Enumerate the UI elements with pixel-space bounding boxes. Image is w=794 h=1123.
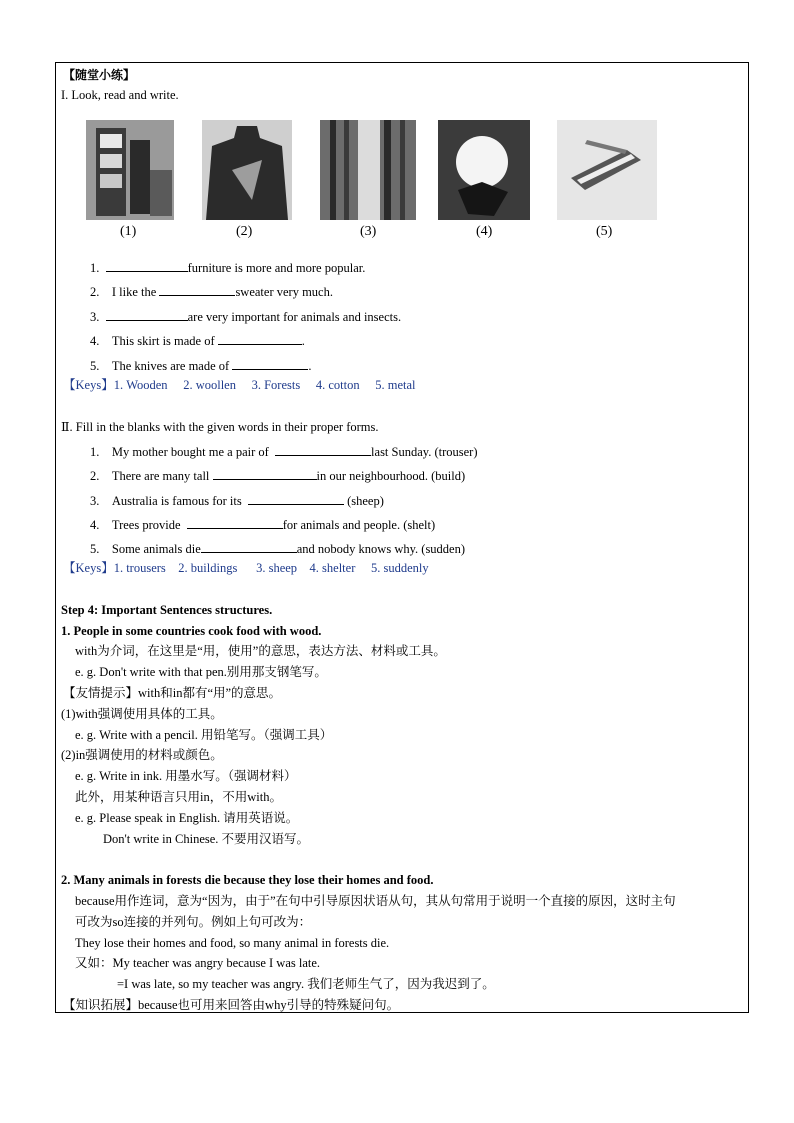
- text-line: e. g. Don't write with that pen.别用那支钢笔写。: [75, 665, 327, 679]
- image-bookshelf: [86, 120, 174, 220]
- caption-3: (3): [360, 224, 377, 239]
- text-line: 【友情提示】with和in都有“用”的意思。: [63, 686, 282, 700]
- answer-blank[interactable]: [248, 492, 344, 505]
- list-item: 4. This skirt is made of .: [90, 334, 305, 348]
- text-line: 可改为so连接的并列句。例如上句可改为：: [75, 915, 312, 929]
- text-line: e. g. Write with a pencil. 用铅笔写。（强调工具）: [75, 728, 333, 742]
- knife-illustration: [557, 120, 657, 220]
- text-line: 【知识拓展】because也可用来回答由why引导的特殊疑问句。: [63, 998, 400, 1012]
- list-item: 2. There are many tall in our neighbourhood. (build): [90, 469, 466, 483]
- caption-5: (5): [596, 224, 613, 239]
- text-line: e. g. Write in ink. 用墨水写。（强调材料）: [75, 769, 297, 783]
- list-item: 1. furniture is more and more popular.: [90, 261, 366, 275]
- list-item: 3. Australia is famous for its (sheep): [90, 494, 384, 508]
- text-line: e. g. Please speak in English. 请用英语说。: [75, 811, 299, 825]
- sentence-1-title: 1. People in some countries cook food with wood.: [61, 624, 322, 638]
- bookshelf-illustration: [86, 120, 174, 220]
- text-line: 又如：My teacher was angry because I was late.: [75, 956, 321, 970]
- list-item: 5. The knives are made of .: [90, 359, 312, 373]
- answer-blank[interactable]: [213, 467, 317, 480]
- list-item: 1. My mother bought me a pair of last Sunday. (trouser): [90, 445, 478, 459]
- text-line: (1)with强调使用具体的工具。: [61, 707, 223, 721]
- text-line: with为介词，在这里是“用，使用”的意思，表达方法、材料或工具。: [75, 644, 446, 658]
- image-knife: [557, 120, 657, 220]
- caption-1: (1): [120, 224, 137, 239]
- cotton-illustration: [438, 120, 530, 220]
- part2-heading: Ⅱ. Fill in the blanks with the given words in their proper forms.: [61, 420, 379, 434]
- text-line: because用作连词，意为“因为，由于”在句中引导原因状语从句，其从句常用于说明一个直接的原因，这时主句: [75, 894, 676, 908]
- caption-2: (2): [236, 224, 253, 239]
- image-cotton: [438, 120, 530, 220]
- list-item: 5. Some animals die and nobody knows why. (sudden): [90, 542, 466, 556]
- answer-blank[interactable]: [106, 259, 188, 272]
- answer-blank[interactable]: [218, 332, 302, 345]
- section-title: 【随堂小练】: [63, 68, 136, 82]
- answer-blank[interactable]: [232, 357, 308, 370]
- answer-blank[interactable]: [187, 516, 283, 529]
- keys-row: 【Keys】1. trousers 2. buildings 3. sheep 4. shelter 5. suddenly: [63, 561, 429, 575]
- text-line: They lose their homes and food, so many animal in forests die.: [75, 936, 390, 950]
- answer-blank[interactable]: [159, 283, 235, 296]
- answer-blank[interactable]: [201, 540, 297, 553]
- answer-blank[interactable]: [106, 308, 188, 321]
- step4-heading: Step 4: Important Sentences structures.: [61, 603, 273, 617]
- list-item: 3. are very important for animals and insects.: [90, 310, 402, 324]
- list-item: 2. I like the sweater very much.: [90, 285, 333, 299]
- forest-illustration: [320, 120, 416, 220]
- image-forest: [320, 120, 416, 220]
- sentence-2-title: 2. Many animals in forests die because they lose their homes and food.: [61, 873, 434, 887]
- sweater-illustration: [202, 120, 292, 220]
- part1-heading: I. Look, read and write.: [61, 88, 179, 102]
- text-line: =I was late, so my teacher was angry. 我们老师生气了，因为我迟到了。: [117, 977, 495, 991]
- text-line: (2)in强调使用的材料或颜色。: [61, 748, 223, 762]
- answer-blank[interactable]: [275, 443, 371, 456]
- text-line: 此外，用某种语言只用in，不用with。: [75, 790, 282, 804]
- list-item: 4. Trees provide for animals and people. (shelt): [90, 518, 436, 532]
- image-sweater: [202, 120, 292, 220]
- text-line: Don't write in Chinese. 不要用汉语写。: [103, 832, 310, 846]
- caption-4: (4): [476, 224, 493, 239]
- keys-row: 【Keys】1. Wooden 2. woollen 3. Forests 4. cotton 5. metal: [63, 378, 416, 392]
